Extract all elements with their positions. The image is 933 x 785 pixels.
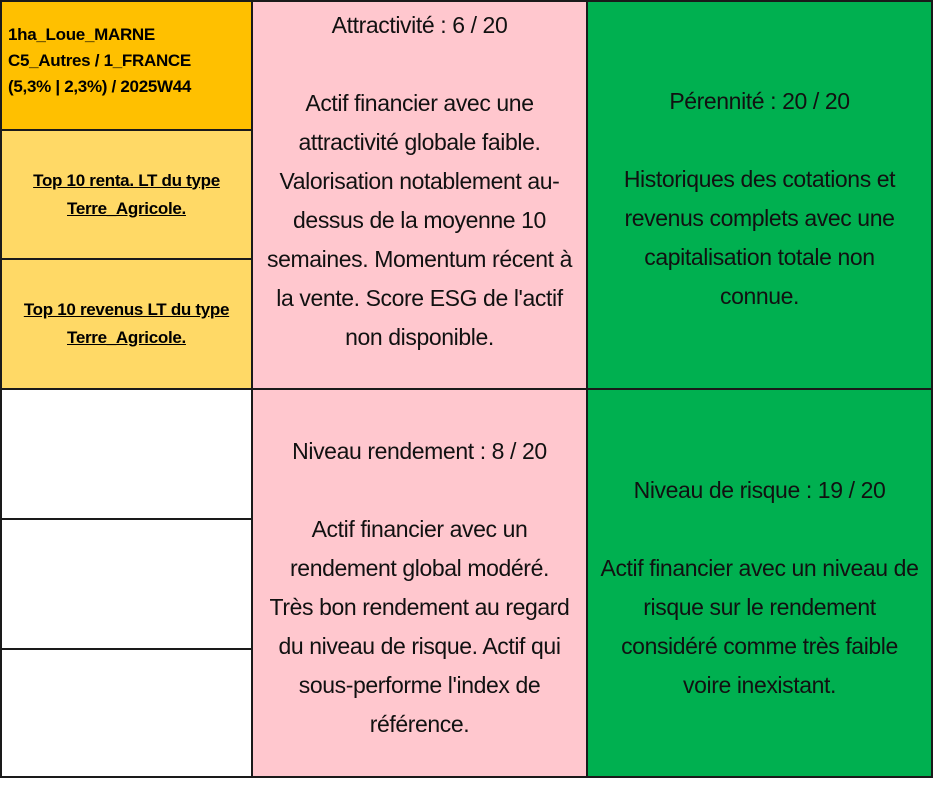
asset-name: 1ha_Loue_MARNE [8, 25, 155, 44]
ranking-cell-renta [0, 129, 253, 260]
risque-cell [586, 388, 933, 778]
risque-score: Niveau de risque : 19 / 20 [633, 477, 886, 503]
perennite-cell [586, 0, 933, 390]
asset-title-cell [0, 0, 253, 131]
attractivite-description: Actif financier avec une attractivité globale faible. Valorisation notablement au- dessus de la moyenne 10 semaines. Momentum récent à la vente. Score ESG de l'actif non disponible. [267, 90, 572, 350]
empty-cell-2 [0, 518, 253, 650]
perennite-score: Pérennité : 20 / 20 [669, 88, 850, 114]
asset-yield-week: (5,3% | 2,3%) / 2025W44 [8, 77, 192, 96]
empty-cell-3 [0, 648, 253, 778]
ranking-link-renta[interactable]: Top 10 renta. LT du type Terre_Agricole. [33, 170, 220, 218]
ranking-link-revenus[interactable]: Top 10 revenus LT du type Terre_Agricole. [23, 300, 230, 347]
attractivite-score: Attractivité : 6 / 20 [331, 12, 508, 38]
empty-cell-1 [0, 388, 253, 520]
rendement-cell [251, 388, 588, 778]
risque-description: Actif financier avec un niveau de risque sur le rendement considéré comme très faible voire inexistant. [600, 555, 919, 698]
ranking-cell-revenus [0, 258, 253, 390]
perennite-description: Historiques des cotations et revenus complets avec une capitalisation totale non connue. [623, 166, 896, 309]
asset-category: C5_Autres / 1_FRANCE [8, 51, 191, 70]
rendement-description: Actif financier avec un rendement global modéré. Très bon rendement au regard du niveau de risque. Actif qui sous-performe l'index de référence. [269, 516, 570, 737]
attractivite-cell [251, 0, 588, 390]
rendement-score: Niveau rendement : 8 / 20 [292, 438, 547, 464]
